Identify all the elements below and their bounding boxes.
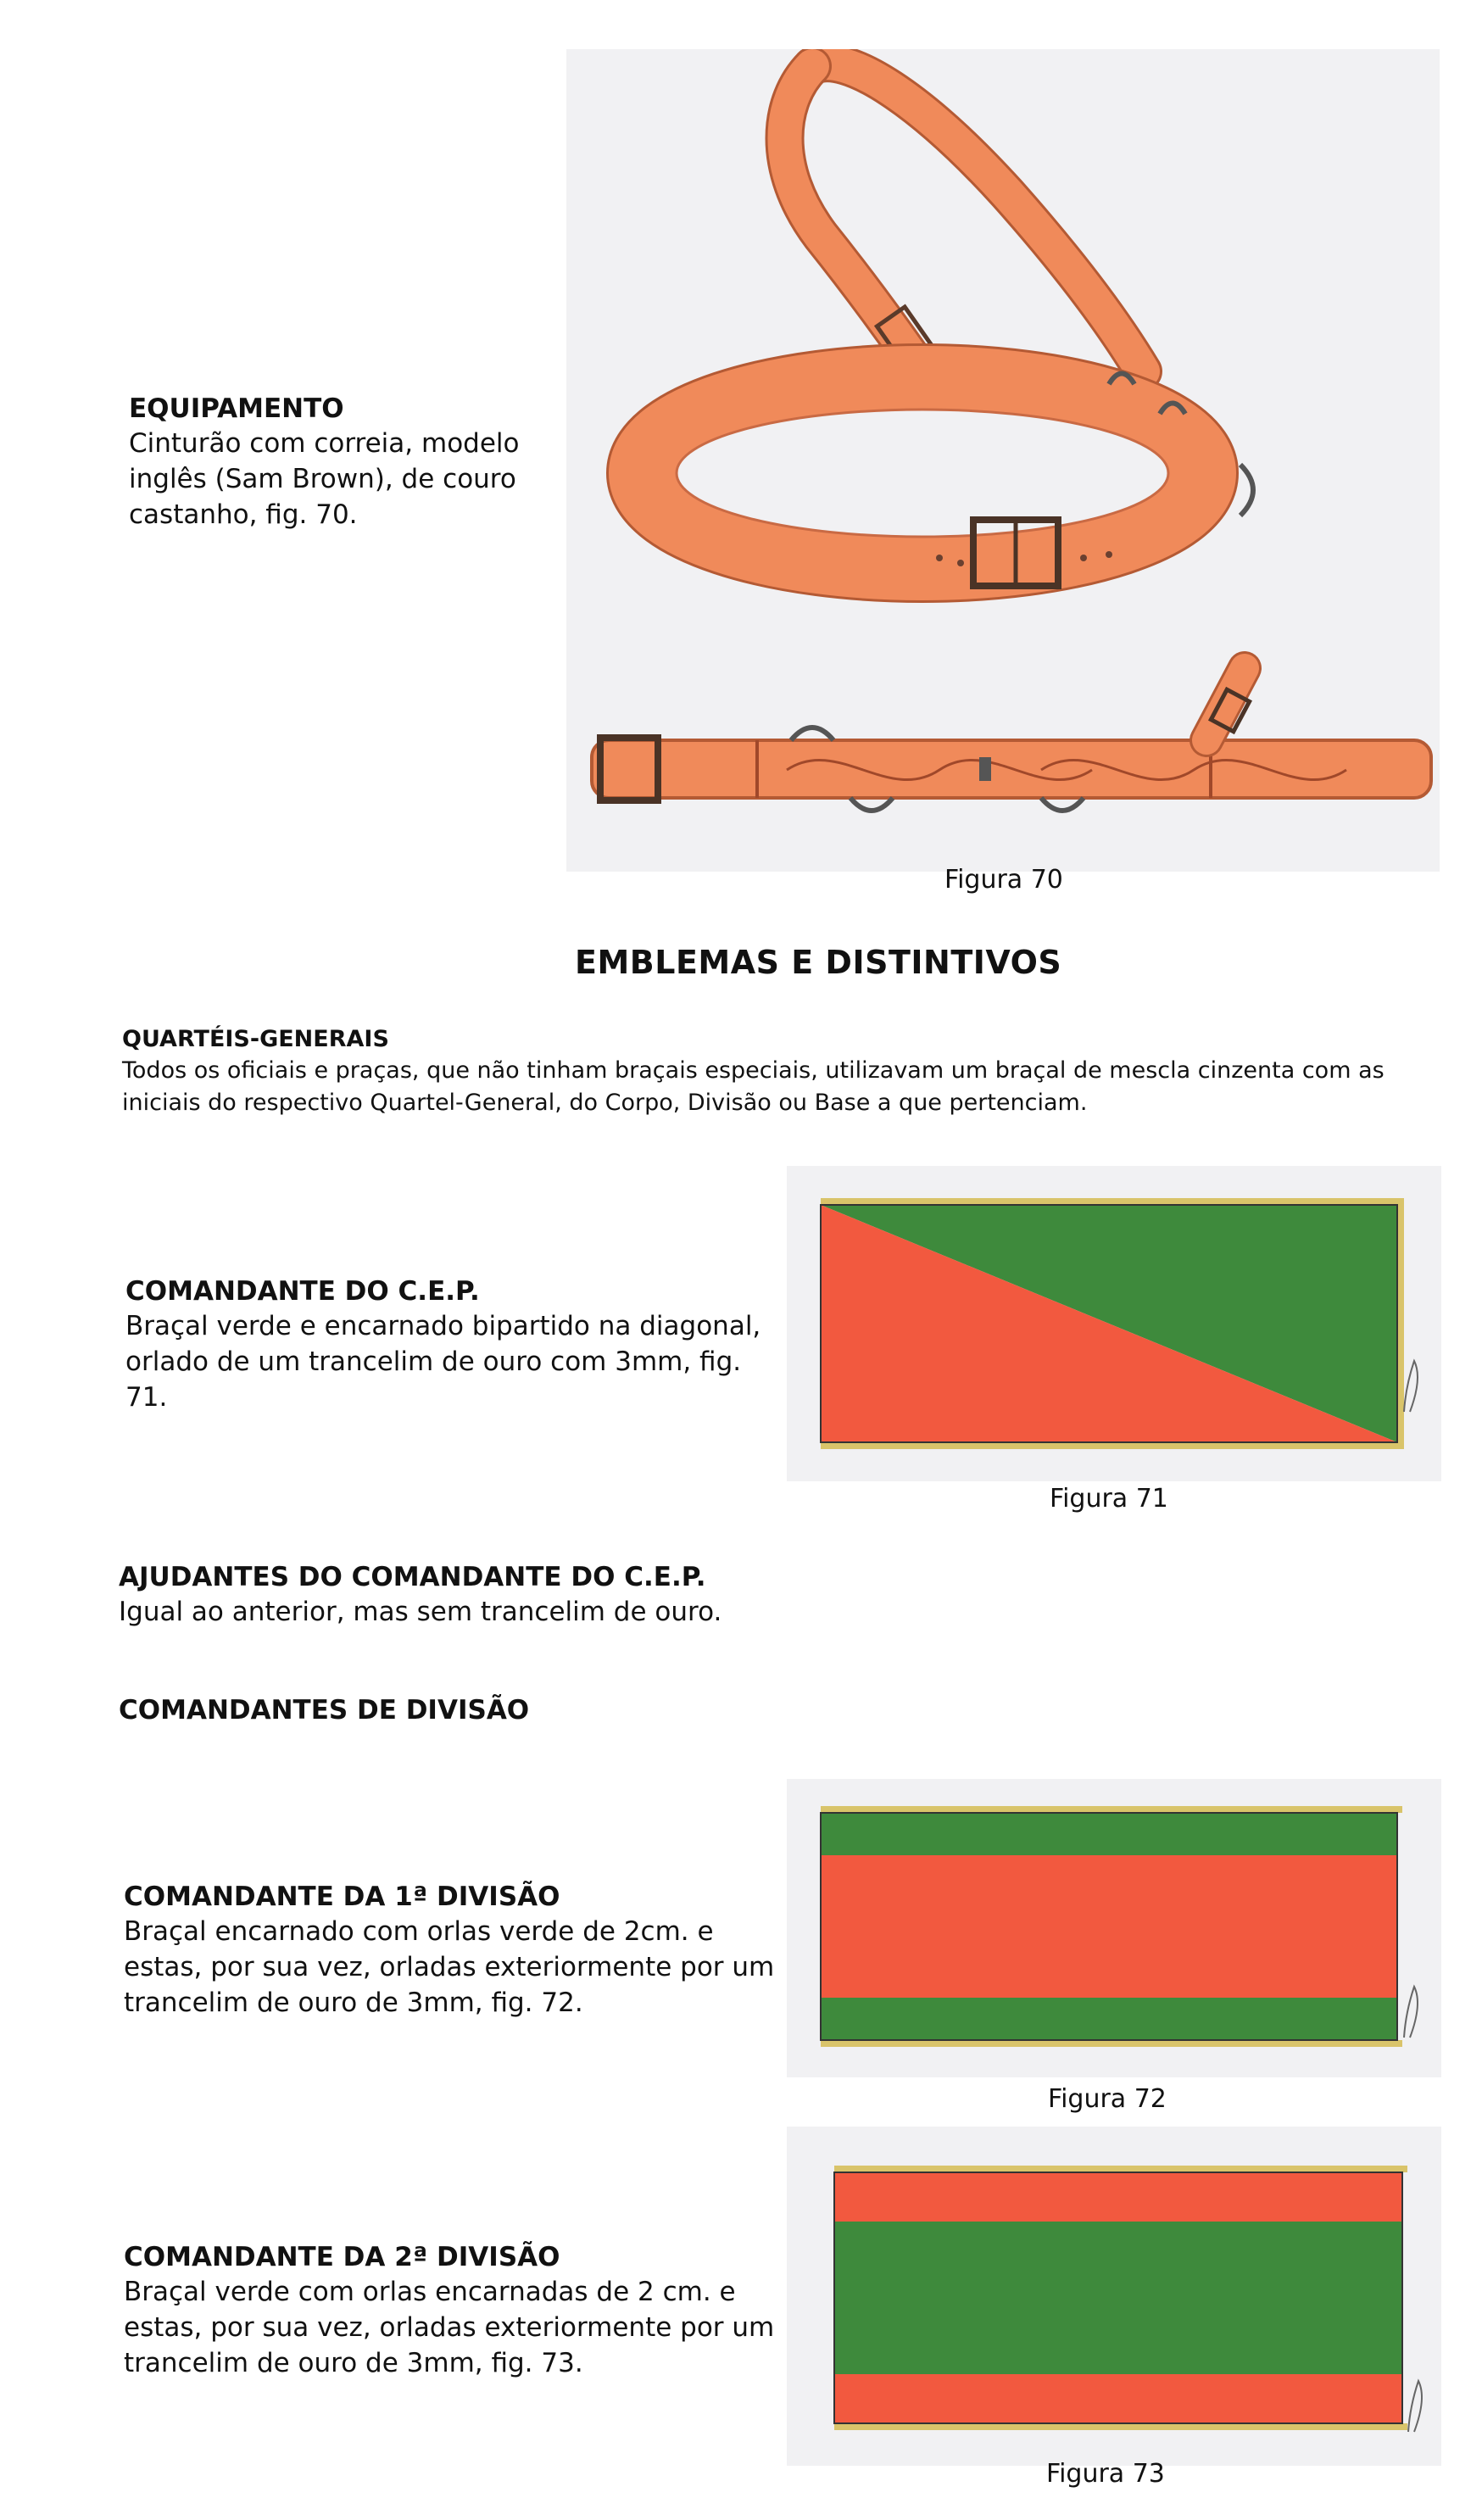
figure-70-caption: Figura 70 — [944, 865, 1063, 895]
quarteis-heading: QUARTÉIS-GENERAIS — [122, 1026, 389, 1052]
div1-heading: COMANDANTE DA 1ª DIVISÃO — [124, 1882, 560, 1912]
comandante-cep-block — [125, 1274, 770, 1415]
div2-block — [124, 2240, 785, 2381]
armband-green-red-borders — [787, 2127, 1441, 2466]
div1-line: trancelim de ouro de 3mm, fig. 72. — [124, 1988, 583, 2018]
comandante-cep-line: Braçal verde e encarnado bipartido na diagonal, — [125, 1311, 761, 1341]
armband-fig71-frame — [787, 1166, 1441, 1481]
comandante-cep-heading: COMANDANTE DO C.E.P. — [125, 1276, 480, 1307]
ajudantes-line: Igual ao anterior, mas sem trancelim de ouro. — [119, 1597, 722, 1627]
equipamento-line: castanho, fig. 70. — [129, 499, 358, 530]
quarteis-line: iniciais do respectivo Quartel-General, do Corpo, Divisão ou Base a que pertenciam. — [122, 1090, 1088, 1116]
section-title: EMBLEMAS E DISTINTIVOS — [575, 944, 1062, 981]
figure-72-caption: Figura 72 — [1048, 2084, 1167, 2114]
belt-illustration — [566, 49, 1440, 872]
div1-block — [124, 1880, 785, 2021]
div1-line: Braçal encarnado com orlas verde de 2cm. e — [124, 1916, 714, 1947]
ajudantes-heading: AJUDANTES DO COMANDANTE DO C.E.P. — [119, 1562, 706, 1592]
figure-73-caption: Figura 73 — [1046, 2459, 1165, 2489]
armband-fig72-frame — [787, 1779, 1441, 2077]
equipamento-line: Cinturão com correia, modelo — [129, 428, 520, 459]
equipamento-heading: EQUIPAMENTO — [129, 393, 344, 424]
armband-fig73-frame — [787, 2127, 1441, 2466]
figure-71-caption: Figura 71 — [1050, 1484, 1168, 1514]
div2-heading: COMANDANTE DA 2ª DIVISÃO — [124, 2242, 560, 2272]
comandante-cep-line: orlado de um trancelim de ouro com 3mm, fig. — [125, 1346, 742, 1377]
quarteis-block — [122, 1024, 1445, 1119]
comandantes-divisao-block — [119, 1693, 529, 1727]
armband-diagonal-green-red — [787, 1166, 1441, 1481]
comandante-cep-line: 71. — [125, 1382, 168, 1413]
div2-line: estas, por sua vez, orladas exteriormente por um — [124, 2312, 775, 2343]
div1-line: estas, por sua vez, orladas exteriormente por um — [124, 1952, 775, 1982]
comandantes-divisao-heading: COMANDANTES DE DIVISÃO — [119, 1695, 530, 1726]
quarteis-line: Todos os oficiais e praças, que não tinham braçais especiais, utilizavam um braçal de mescla cinzenta com as — [122, 1057, 1384, 1084]
equipamento-line: inglês (Sam Brown), de couro — [129, 464, 516, 494]
div2-line: trancelim de ouro de 3mm, fig. 73. — [124, 2348, 583, 2378]
equipamento-block — [129, 392, 604, 532]
div2-line: Braçal verde com orlas encarnadas de 2 cm. e — [124, 2277, 736, 2307]
ajudantes-block — [119, 1560, 882, 1630]
armband-red-green-borders — [787, 1779, 1441, 2077]
sam-browne-belt-drawing — [566, 49, 1440, 872]
